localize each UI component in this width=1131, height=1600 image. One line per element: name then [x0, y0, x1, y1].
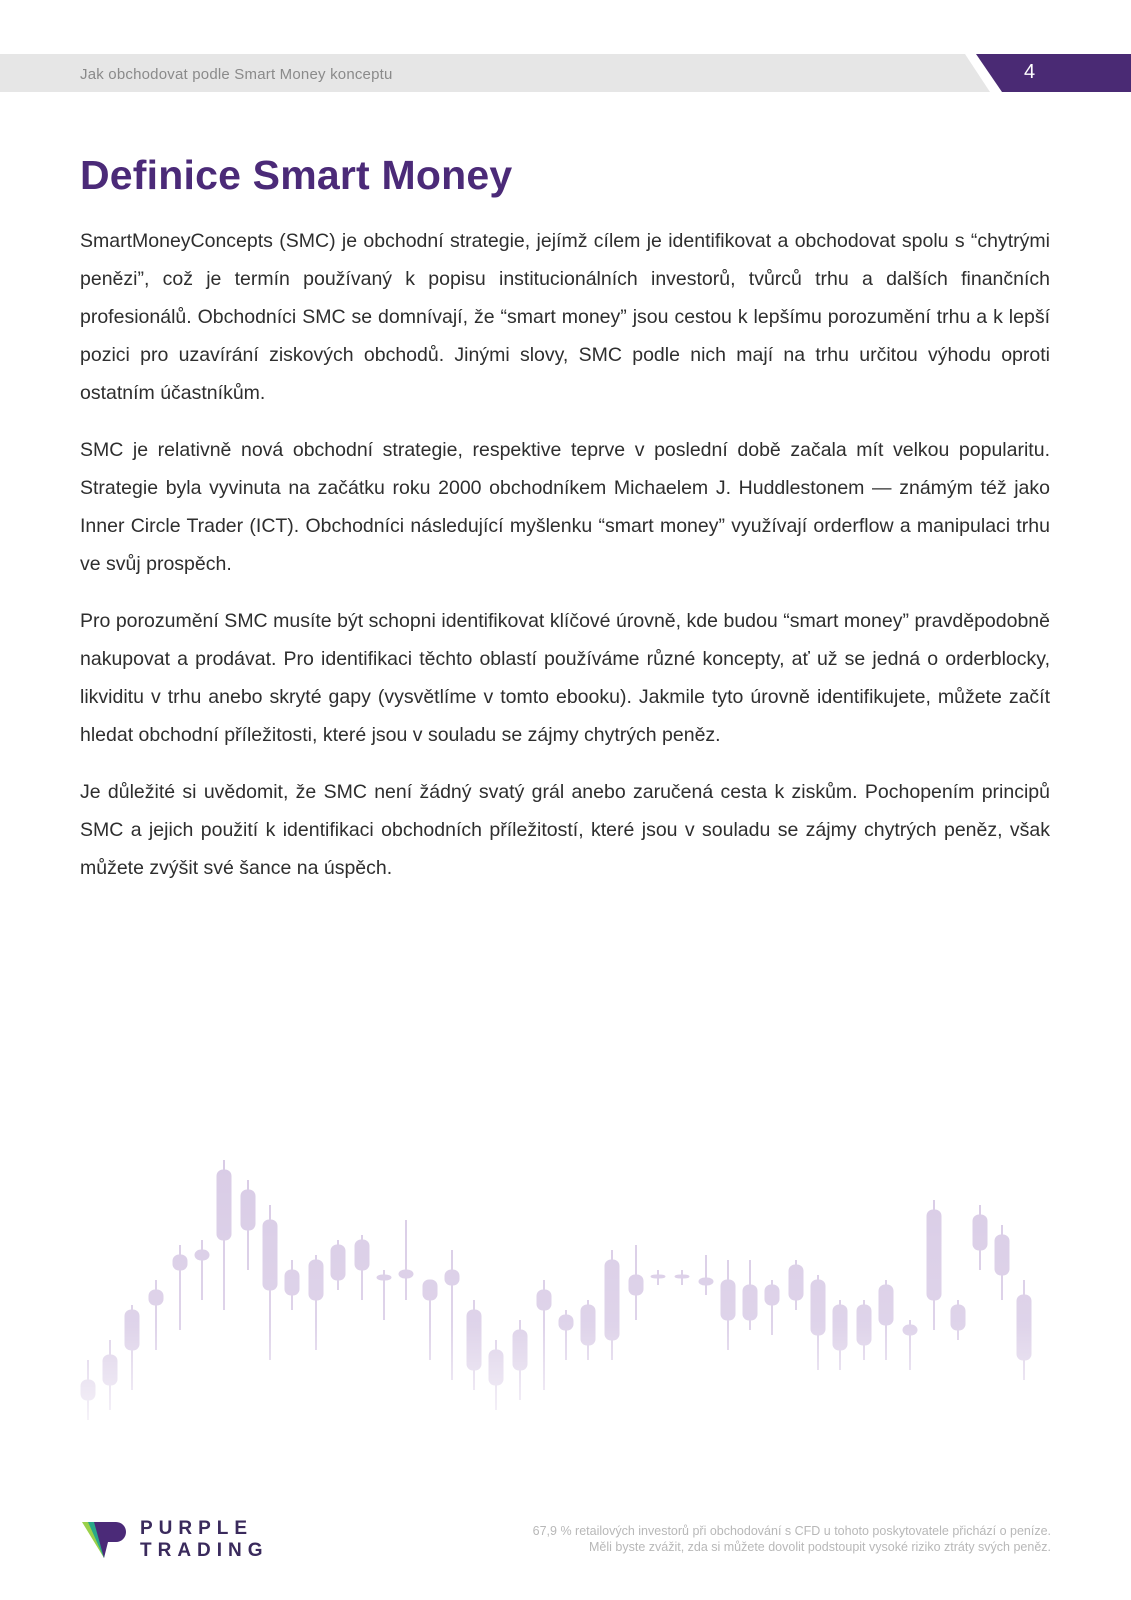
- paragraph: Je důležité si uvědomit, že SMC není žádný svatý grál anebo zaručená cesta k ziskům. Pochopením principů SMC a jejich použití k identifikaci obchodních příležitostí, které jsou v souladu se zájmy chytrých peněz, však můžete zvýšit své šance na úspěch.: [80, 781, 1050, 879]
- risk-disclaimer: [431, 1523, 1051, 1555]
- logo-wordmark: [140, 1518, 269, 1562]
- body-text: [80, 222, 1050, 906]
- purple-trading-logo: [82, 1516, 282, 1562]
- disclaimer-line-2: Měli byste zvážit, zda si můžete dovolit podstoupit vysoké riziko ztráty svých peněz.: [589, 1540, 1051, 1554]
- paragraph: SmartMoneyConcepts (SMC) je obchodní strategie, jejímž cílem je identifikovat a obchodovat spolu s “chytrými penězi”, což je termín používaný k popisu institucionálních investorů, tvůrců trhu a dalších finančních profesionálů. Obchodníci SMC se domnívají, že “smart money” jsou cestou k lepšímu porozumění trhu a k lepší pozici pro uzavírání ziskových obchodů. Jinými slovy, SMC podle nich mají na trhu určitou výhodu oproti ostatním účastníkům.: [80, 230, 1050, 404]
- disclaimer-line-1: 67,9 % retailových investorů při obchodování s CFD u tohoto poskytovatele přichází o peníze.: [532, 1524, 1051, 1538]
- logo-text-line2: TRADING: [140, 1540, 269, 1561]
- paragraph: SMC je relativně nová obchodní strategie, respektive teprve v poslední době začala mít velkou popularitu. Strategie byla vyvinuta na začátku roku 2000 obchodníkem Michaelem J. Huddlestonem — známým též jako Inner Circle Trader (ICT). Obchodníci následující myšlenku “smart money” využívají orderflow a manipulaci trhu ve svůj prospěch.: [80, 439, 1050, 575]
- page-number: 4: [1024, 61, 1036, 83]
- page-title: Definice Smart Money: [80, 152, 513, 198]
- candlestick-chart-watermark-icon: [70, 1160, 1060, 1460]
- purple-trading-logo-icon: [82, 1520, 128, 1560]
- document-title: Jak obchodovat podle Smart Money konceptu: [80, 66, 393, 83]
- page-number-tab: [976, 54, 1131, 92]
- logo-text-line1: PURPLE: [140, 1518, 254, 1539]
- paragraph: Pro porozumění SMC musíte být schopni identifikovat klíčové úrovně, kde budou “smart money” pravděpodobně nakupovat a prodávat. Pro identifikaci těchto oblastí používáme různé koncepty, ať už se jedná o orderblocky, likviditu v trhu anebo skryté gapy (vysvětlíme v tomto ebooku). Jakmile tyto úrovně identifikujete, můžete začít hledat obchodní příležitosti, které jsou v souladu se zájmy chytrých peněz.: [80, 610, 1050, 746]
